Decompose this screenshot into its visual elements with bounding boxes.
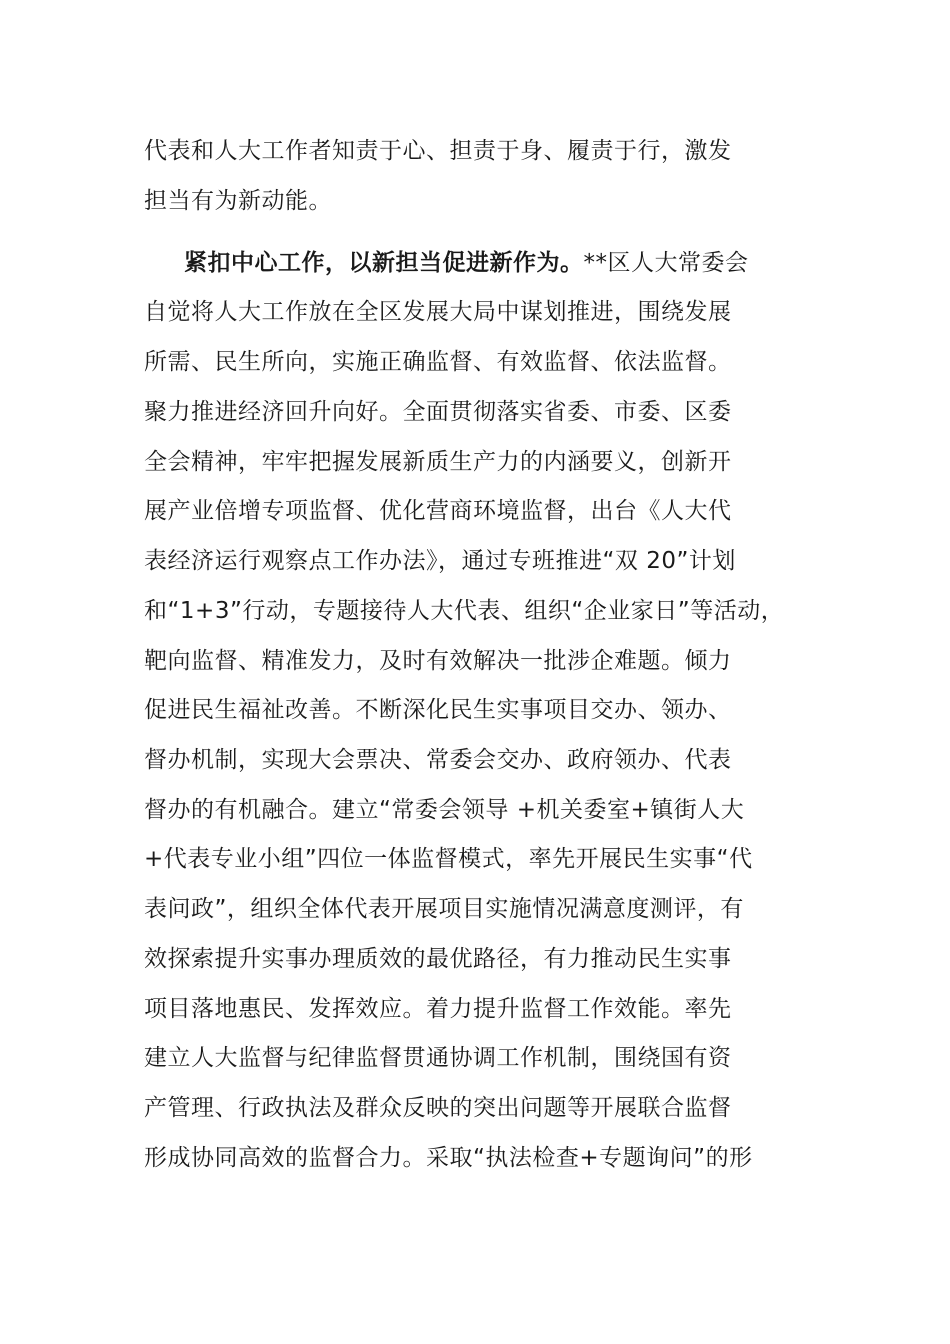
paragraph-2-first-line xyxy=(184,247,749,279)
paragraph-2-first-line-text: **区人大常委会 xyxy=(583,250,749,276)
paragraph-1-line-1: 代表和人大工作者知责于心、担责于身、履责于行，激发 xyxy=(144,138,732,164)
paragraph-2-line: 所需、民生所向，实施正确监督、有效监督、依法监督。 xyxy=(144,349,732,375)
paragraph-2-line: 督办的有机融合。建立“常委会领导 +机关委室+镇街人大 xyxy=(144,797,745,823)
paragraph-2-line: 产管理、行政执法及群众反映的突出问题等开展联合监督 xyxy=(144,1095,732,1121)
paragraph-2-line: 形成协同高效的监督合力。采取“执法检查+专题询问”的形 xyxy=(144,1145,753,1171)
paragraph-2-line: 聚力推进经济回升向好。全面贯彻落实省委、市委、区委 xyxy=(144,399,732,425)
paragraph-2-line: 自觉将人大工作放在全区发展大局中谋划推进，围绕发展 xyxy=(144,299,732,325)
paragraph-2-line: 靶向监督、精准发力，及时有效解决一批涉企难题。倾力 xyxy=(144,648,732,674)
paragraph-2-line: 项目落地惠民、发挥效应。着力提升监督工作效能。率先 xyxy=(144,996,732,1022)
paragraph-2-line: 促进民生福祉改善。不断深化民生实事项目交办、领办、 xyxy=(144,697,732,723)
paragraph-2-heading: 紧扣中心工作，以新担当促进新作为。 xyxy=(184,250,584,276)
paragraph-2-line: 和“1+3”行动，专题接待人大代表、组织“企业家日”等活动， xyxy=(144,598,785,624)
paragraph-2-line: 表问政”，组织全体代表开展项目实施情况满意度测评，有 xyxy=(144,896,744,922)
paragraph-2-line: 表经济运行观察点工作办法》，通过专班推进“双 20”计划 xyxy=(144,548,736,574)
paragraph-2-line: 展产业倍增专项监督、优化营商环境监督，出台《人大代 xyxy=(144,498,732,524)
paragraph-2-line: 督办机制，实现大会票决、常委会交办、政府领办、代表 xyxy=(144,747,732,773)
paragraph-2-line: 全会精神，牢牢把握发展新质生产力的内涵要义，创新开 xyxy=(144,449,732,475)
paragraph-2-line: 效探索提升实事办理质效的最优路径，有力推动民生实事 xyxy=(144,946,732,972)
paragraph-1-line-2: 担当有为新动能。 xyxy=(144,188,332,214)
paragraph-2-line: +代表专业小组”四位一体监督模式，率先开展民生实事“代 xyxy=(144,846,753,872)
paragraph-2-line: 建立人大监督与纪律监督贯通协调工作机制，围绕国有资 xyxy=(144,1045,732,1071)
